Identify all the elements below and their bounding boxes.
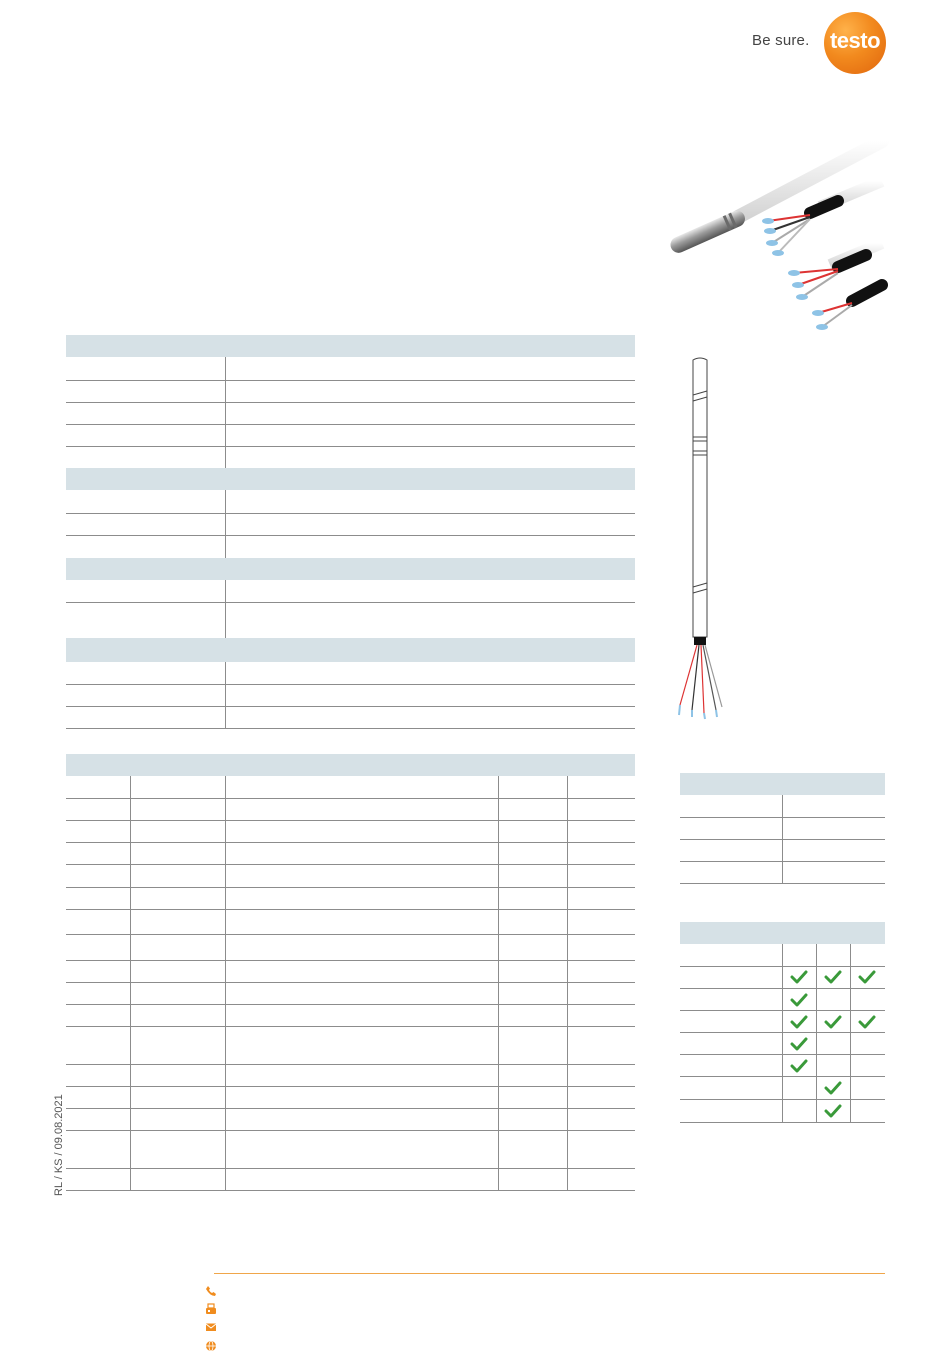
- compat-col-divider: [850, 944, 851, 1122]
- order-col-divider: [567, 776, 568, 1190]
- order-row: [66, 1168, 635, 1169]
- order-col-divider: [498, 776, 499, 1190]
- order-row: [66, 1190, 635, 1191]
- order-row: [66, 934, 635, 935]
- spec-col-divider: [225, 490, 226, 558]
- spec-col-divider: [225, 580, 226, 638]
- order-row: [66, 982, 635, 983]
- spec-row: [66, 602, 635, 603]
- brand-slogan: Be sure.: [752, 32, 810, 49]
- order-row: [66, 1108, 635, 1109]
- check-icon: [790, 1059, 808, 1073]
- side-row: [680, 883, 885, 884]
- document-revision-label: RL / KS / 09.08.2021: [53, 1094, 65, 1196]
- fax-icon: [205, 1303, 217, 1315]
- order-row: [66, 887, 635, 888]
- order-row: [66, 864, 635, 865]
- brand-name: testo: [829, 28, 881, 53]
- spec-row: [66, 728, 635, 729]
- order-col-divider: [130, 776, 131, 1190]
- check-icon: [824, 1104, 842, 1118]
- spec-col-divider: [225, 357, 226, 468]
- order-table-header: [66, 754, 635, 776]
- compat-col-divider: [816, 944, 817, 1122]
- spec-row: [66, 684, 635, 685]
- compat-col-divider: [782, 944, 783, 1122]
- spec-row: [66, 513, 635, 514]
- check-icon: [824, 1015, 842, 1029]
- check-icon: [790, 970, 808, 984]
- order-col-divider: [225, 776, 226, 1190]
- check-icon: [824, 970, 842, 984]
- product-photo: [660, 135, 890, 340]
- order-row: [66, 1026, 635, 1027]
- spec-col-divider: [225, 662, 226, 728]
- check-icon: [858, 970, 876, 984]
- compatibility-table-header: [680, 922, 885, 944]
- check-icon: [824, 1081, 842, 1095]
- side-col-divider: [782, 795, 783, 883]
- spec-row: [66, 446, 635, 447]
- spec-section-header-3: [66, 558, 635, 580]
- order-row: [66, 1086, 635, 1087]
- spec-row: [66, 706, 635, 707]
- technical-drawing: [670, 355, 730, 720]
- order-row: [66, 1004, 635, 1005]
- mail-icon: [205, 1321, 217, 1333]
- order-row: [66, 1130, 635, 1131]
- check-icon: [790, 993, 808, 1007]
- order-row: [66, 820, 635, 821]
- check-icon: [790, 1015, 808, 1029]
- side-table-1-header: [680, 773, 885, 795]
- phone-icon: [205, 1285, 217, 1297]
- order-row: [66, 960, 635, 961]
- check-icon: [790, 1037, 808, 1051]
- spec-section-header-4: [66, 638, 635, 662]
- order-row: [66, 842, 635, 843]
- spec-row: [66, 380, 635, 381]
- spec-row: [66, 402, 635, 403]
- spec-section-header-2: [66, 468, 635, 490]
- spec-row: [66, 424, 635, 425]
- order-row: [66, 909, 635, 910]
- order-row: [66, 798, 635, 799]
- order-row: [66, 1064, 635, 1065]
- check-icon: [858, 1015, 876, 1029]
- compat-row: [680, 1122, 885, 1123]
- spec-row: [66, 535, 635, 536]
- spec-section-header-1: [66, 335, 635, 357]
- footer-divider: [214, 1273, 885, 1274]
- globe-icon: [205, 1340, 217, 1352]
